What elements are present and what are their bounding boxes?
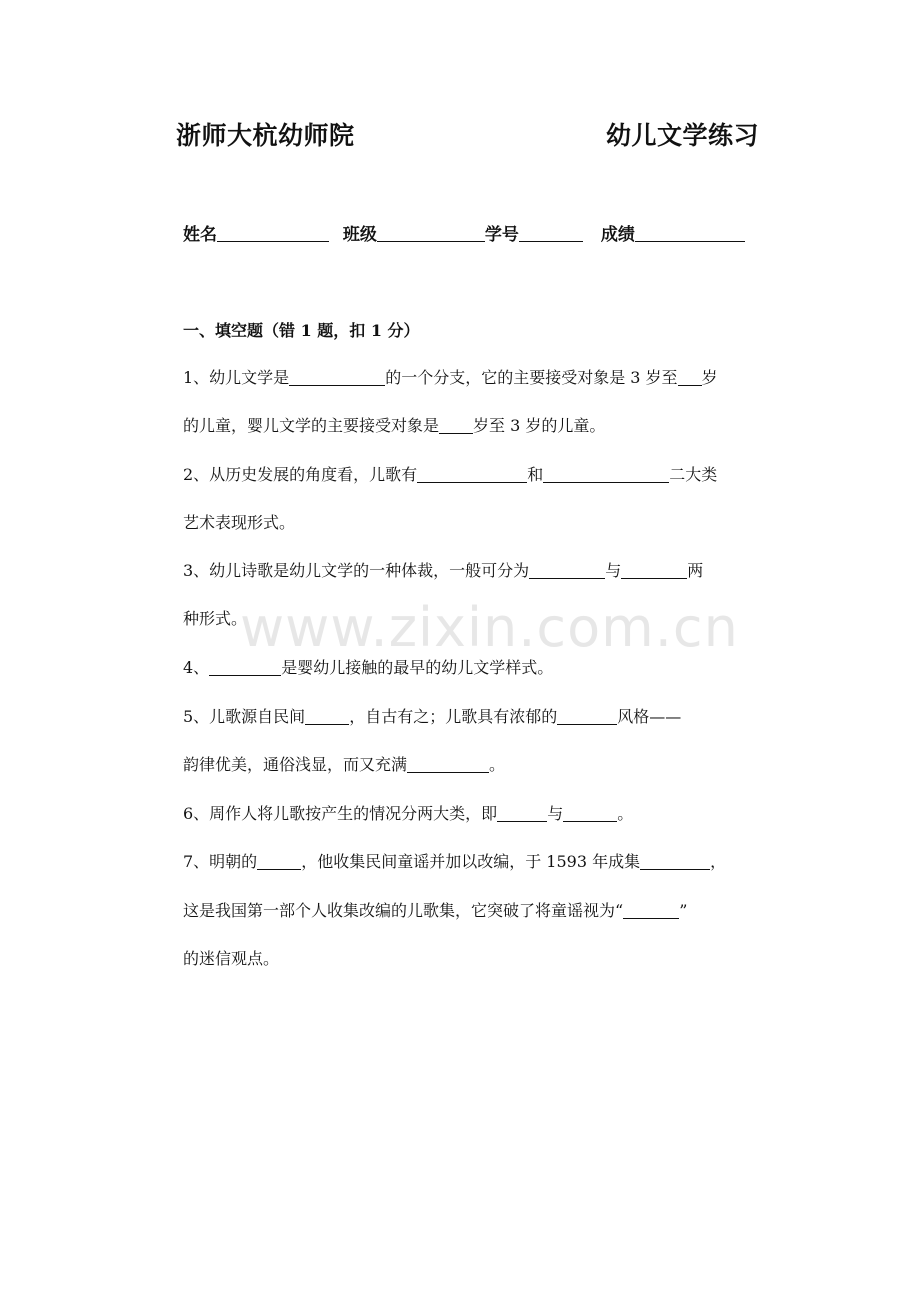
question-text: 的一个分支，它的主要接受对象是 3 岁至 [385,368,678,387]
question-7-line-2 [183,898,687,921]
question-text: 1、幼儿文学是 [183,368,290,387]
question-text: ，自古有之；儿歌具有浓郁的 [349,707,558,726]
question-text: 是婴幼儿接触的最早的幼儿文学样式。 [281,658,554,677]
name-label: 姓名 [183,225,217,245]
question-text: 和 [527,465,544,484]
score-label: 成绩 [600,225,635,245]
watermark-text: www.zixin.com.cn [240,596,739,659]
question-text: 。 [617,804,634,823]
question-text: 与 [547,804,564,823]
answer-blank[interactable] [621,561,687,579]
question-3-line-2 [183,606,247,629]
question-text: 二大类 [669,465,718,484]
answer-blank[interactable] [557,707,617,725]
id-blank[interactable] [519,223,583,242]
question-text: 韵律优美，通俗浅显，而又充满 [183,755,408,774]
question-6-line-1 [183,801,633,824]
question-4-line-1 [183,655,553,678]
answer-blank[interactable] [543,465,669,483]
question-text: ” [679,901,688,920]
question-3-line-1 [183,558,703,581]
question-text: 7、明朝的 [183,852,258,871]
answer-blank[interactable] [623,901,679,919]
score-blank[interactable] [635,223,745,242]
question-text: 5、儿歌源自民间 [183,707,306,726]
answer-blank[interactable] [497,804,547,822]
answer-blank[interactable] [289,368,385,386]
question-text: 种形式。 [183,609,248,628]
question-text: 岁至 3 岁的儿童。 [473,416,606,435]
document-header [0,116,920,156]
answer-blank[interactable] [640,852,710,870]
question-text: 3、幼儿诗歌是幼儿文学的一种体裁，一般可分为 [183,561,530,580]
question-text: ， [710,852,727,871]
answer-blank[interactable] [439,416,473,434]
document-title: 幼儿文学练习 [606,121,760,150]
answer-blank[interactable] [257,852,301,870]
answer-blank[interactable] [563,804,617,822]
question-1-line-2 [183,413,605,436]
question-text: 与 [605,561,622,580]
class-blank[interactable] [377,223,485,242]
question-text: 岁 [701,368,718,387]
name-blank[interactable] [217,223,329,242]
question-text: 这是我国第一部个人收集改编的儿歌集，它突破了将童谣视为“ [183,901,624,920]
question-2-line-2 [183,510,295,533]
question-text: ，他收集民间童谣并加以改编，于 1593 年成集 [301,852,641,871]
question-5-line-1 [183,704,681,727]
answer-blank[interactable] [209,658,281,676]
answer-blank[interactable] [529,561,605,579]
answer-blank[interactable] [678,368,702,386]
section-title: 一、填空题（错 1 题，扣 1 分） [183,321,420,340]
question-1-line-1 [183,365,718,388]
question-text: 4、 [183,658,210,677]
question-7-line-1 [183,849,726,872]
question-5-line-2 [183,752,505,775]
question-text: 的迷信观点。 [183,949,280,968]
id-label: 学号 [484,225,519,245]
student-info-row [183,220,745,245]
question-text: 两 [687,561,704,580]
question-text: 2、从历史发展的角度看，儿歌有 [183,465,418,484]
class-label: 班级 [342,225,377,245]
question-7-line-3 [183,946,279,969]
answer-blank[interactable] [305,707,349,725]
question-2-line-1 [183,462,717,485]
question-text: 的儿童，婴儿文学的主要接受对象是 [183,416,440,435]
answer-blank[interactable] [407,755,489,773]
question-text: 6、周作人将儿歌按产生的情况分两大类，即 [183,804,498,823]
question-text: 风格—— [617,707,682,726]
question-text: 艺术表现形式。 [183,513,296,532]
question-text: 。 [489,755,506,774]
answer-blank[interactable] [417,465,527,483]
school-name: 浙师大杭幼师院 [176,121,355,150]
